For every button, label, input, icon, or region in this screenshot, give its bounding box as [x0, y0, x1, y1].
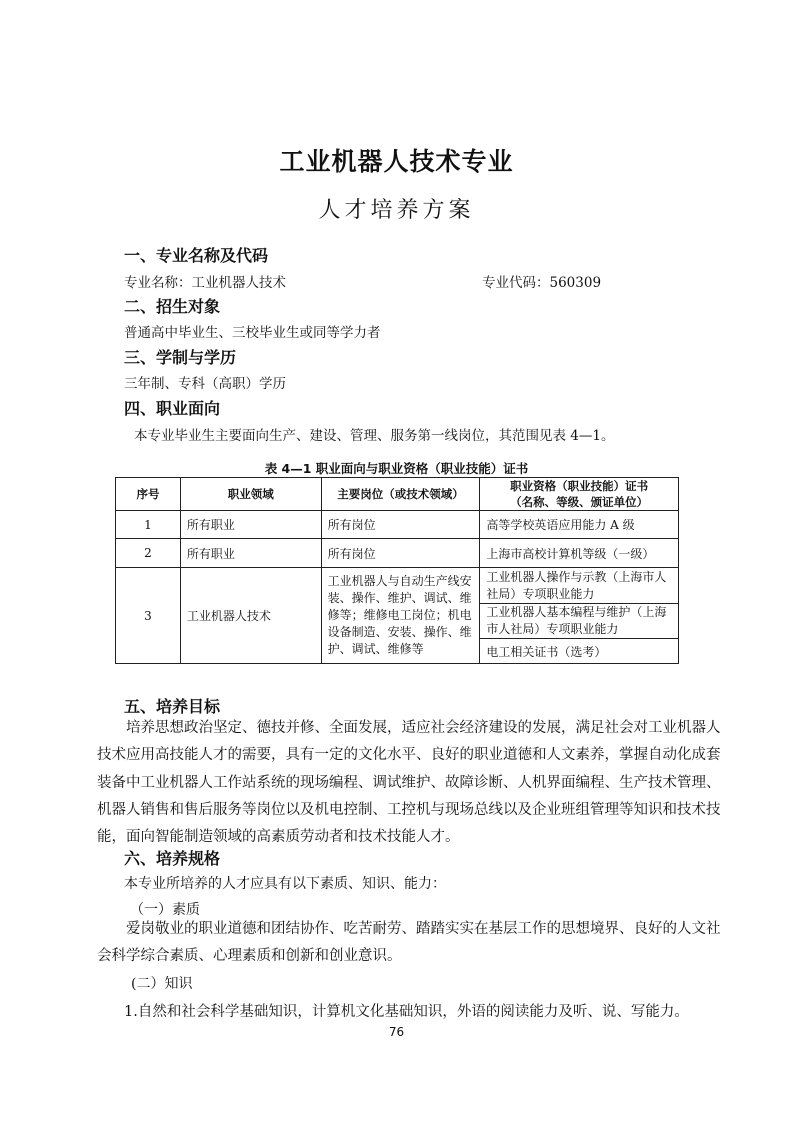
- cell-post-line: 修等；维修电工岗位；机电: [327, 608, 472, 622]
- section-heading-name-code: 一、专业名称及代码: [124, 246, 269, 265]
- section-heading-specs: 六、培养规格: [124, 849, 221, 868]
- cell-no: 3: [116, 568, 181, 664]
- section-heading-duration: 三、学制与学历: [124, 348, 237, 367]
- cell-post-line: 工业机器人与自动生产线安: [327, 574, 472, 588]
- cell-cert: 高等学校英语应用能力 A 级: [480, 511, 679, 539]
- cell-cert-line: 社局）专项职业能力: [486, 586, 595, 601]
- duration-text: 三年制、专科（高职）学历: [124, 376, 286, 392]
- cell-cert-line: 工业机器人操作与示教（上海市人: [486, 569, 667, 584]
- table-row: [116, 511, 679, 539]
- paragraph-line: 能，面向智能制造领域的高素质劳动者和技术技能人才。: [97, 829, 460, 846]
- table-row: [116, 568, 679, 604]
- knowledge-item-1: 1.自然和社会科学基础知识，计算机文化基础知识，外语的阅读能力及听、说、写能力。: [124, 1004, 689, 1020]
- major-name-line: 专业名称：工业机器人技术: [124, 275, 286, 291]
- specs-intro: 本专业所培养的人才应具有以下素质、知识、能力：: [124, 876, 446, 892]
- col-header-no: 序号: [116, 478, 181, 511]
- cell-cert: [480, 568, 679, 604]
- cell-post: [321, 568, 480, 664]
- quality-paragraph: [97, 916, 721, 971]
- table-caption: 表 4—1 职业面向与职业资格（职业技能）证书: [264, 461, 529, 476]
- cell-field: 所有职业: [180, 539, 321, 568]
- major-code-line: 专业代码：560309: [482, 275, 602, 291]
- cell-cert-line: 工业机器人基本编程与维护（上海: [486, 605, 667, 619]
- paragraph-line: 爱岗敬业的职业道德和团结协作、吃苦耐劳、踏踏实实在基层工作的思想境界、良好的人文社: [97, 921, 721, 937]
- career-text: 本专业毕业生主要面向生产、建设、管理、服务第一线岗位，其范围见表 4—1。: [134, 428, 615, 444]
- cell-cert: 上海市高校计算机等级（一级）: [480, 539, 679, 568]
- cell-cert: [480, 604, 679, 639]
- enrollment-text: 普通高中毕业生、三校毕业生或同等学力者: [124, 325, 381, 341]
- cell-post: 所有岗位: [321, 511, 480, 539]
- cell-no: 2: [116, 539, 181, 568]
- section-heading-goals: 五、培养目标: [124, 697, 221, 716]
- paragraph-line: 技术应用高技能人才的需要，具有一定的文化水平、良好的职业道德和人文素养，掌握自动化成套: [97, 747, 721, 764]
- cell-post-line: 装、操作、维护、调试、维: [327, 591, 472, 605]
- career-table: [115, 477, 679, 664]
- col-header-field: 职业领域: [180, 478, 321, 511]
- subheading-knowledge: (二）知识: [131, 976, 193, 992]
- cell-post-line: 护、调试、维修等: [327, 642, 424, 656]
- col-header-cert-line2: （名称、等级、颁证单位）: [510, 495, 649, 509]
- cell-post: 所有岗位: [321, 539, 480, 568]
- cell-post-line: 设备制造、安装、操作、维: [327, 625, 472, 639]
- section-heading-career: 四、职业面向: [124, 399, 221, 418]
- col-header-cert-line1: 职业资格（职业技能）证书: [510, 479, 649, 493]
- col-header-cert: [480, 478, 679, 511]
- table-header-row: [116, 478, 679, 511]
- cell-cert-line: 市人社局）专项职业能力: [486, 622, 619, 636]
- section-heading-enrollment: 二、招生对象: [124, 297, 221, 316]
- cell-field: 工业机器人技术: [180, 568, 321, 664]
- paragraph-line: 培养思想政治坚定、德技并修、全面发展，适应社会经济建设的发展，满足社会对工业机器人: [97, 720, 721, 736]
- document-subtitle: 人才培养方案: [318, 198, 475, 223]
- paragraph-line: 机器人销售和售后服务等岗位以及机电控制、工控机与现场总线以及企业班组管理等知识和技术技: [97, 801, 721, 818]
- cell-cert: 电工相关证书（选考）: [480, 639, 679, 664]
- document-title: 工业机器人技术专业: [279, 147, 514, 176]
- page-number: 76: [388, 1025, 405, 1039]
- col-header-post: 主要岗位（或技术领域）: [321, 478, 480, 511]
- paragraph-line: 装备中工业机器人工作站系统的现场编程、调试维护、故障诊断、人机界面编程、生产技术管理、: [97, 774, 721, 791]
- goals-paragraph: [97, 715, 721, 851]
- cell-no: 1: [116, 511, 181, 539]
- paragraph-line: 会科学综合素质、心理素质和创新和创业意识。: [97, 948, 402, 965]
- cell-field: 所有职业: [180, 511, 321, 539]
- table-row: [116, 539, 679, 568]
- subheading-quality: （一）素质: [130, 902, 200, 918]
